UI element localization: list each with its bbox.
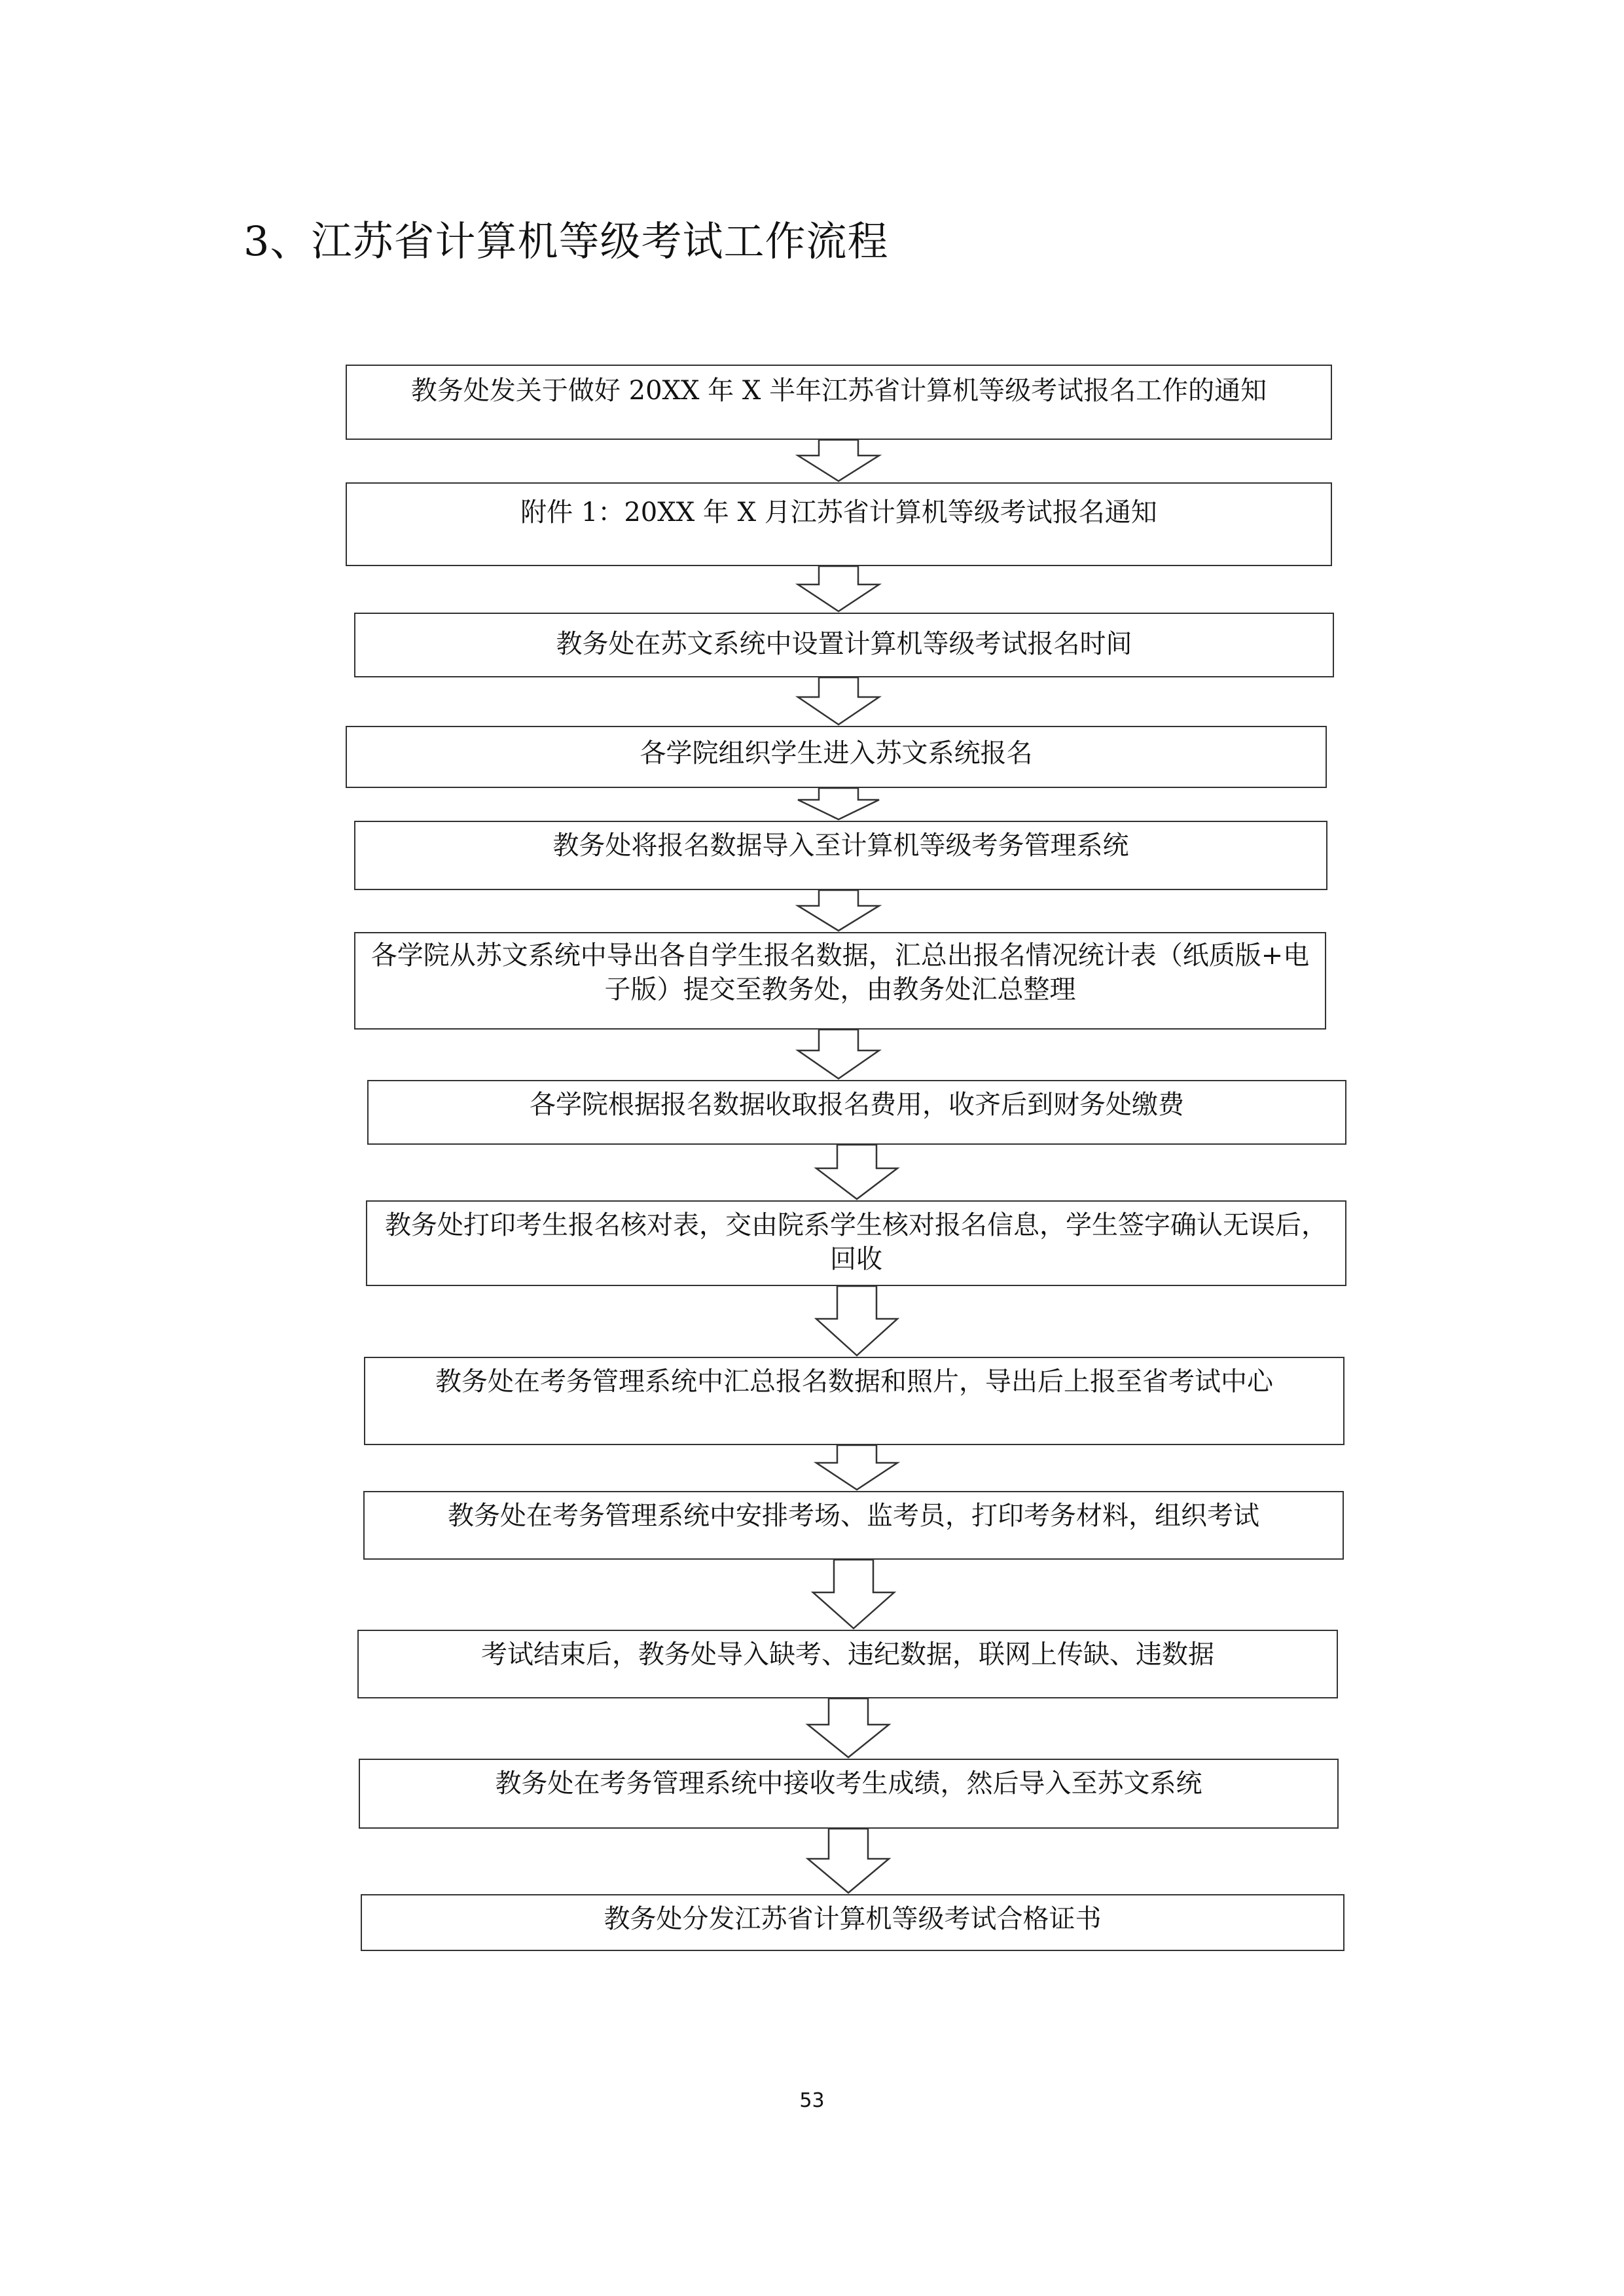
flow-arrow-11 — [806, 1698, 890, 1759]
flow-step-10 — [363, 1491, 1344, 1560]
flow-step-3 — [354, 613, 1334, 677]
flow-step-4 — [346, 726, 1327, 788]
flow-arrow-9 — [815, 1445, 899, 1491]
flow-step-2-text: 附件 1：20XX 年 X 月江苏省计算机等级考试报名通知 — [520, 497, 1157, 528]
flow-arrow-2 — [797, 566, 880, 613]
flow-step-9-text: 教务处在考务管理系统中汇总报名数据和照片，导出后上报至省考试中心 — [435, 1367, 1273, 1397]
page-title: 3、江苏省计算机等级考试工作流程 — [244, 217, 889, 265]
flow-step-13 — [361, 1894, 1344, 1951]
flow-step-3-text: 教务处在苏文系统中设置计算机等级考试报名时间 — [556, 629, 1132, 659]
flow-step-12-text: 教务处在考务管理系统中接收考生成绩，然后导入至苏文系统 — [495, 1768, 1202, 1799]
flow-step-11 — [357, 1630, 1338, 1698]
flow-step-7-text: 各学院根据报名数据收取报名费用，收齐后到财务处缴费 — [530, 1090, 1184, 1120]
flow-step-1-text: 教务处发关于做好 20XX 年 X 半年江苏省计算机等级考试报名工作的通知 — [410, 376, 1267, 406]
flow-arrow-10 — [812, 1560, 895, 1630]
flow-step-5-text: 教务处将报名数据导入至计算机等级考务管理系统 — [552, 831, 1129, 861]
flow-step-6 — [354, 932, 1326, 1030]
page-number: 53 — [799, 2089, 825, 2112]
flow-step-6-text: 各学院从苏文系统中导出各自学生报名数据，汇总出报名情况统计表（纸质版+电子版）提交至教务处，由教务处汇总整理 — [370, 941, 1310, 1005]
flow-arrow-7 — [815, 1145, 899, 1200]
flow-step-11-text: 考试结束后，教务处导入缺考、违纪数据，联网上传缺、违数据 — [481, 1640, 1214, 1670]
flow-arrow-3 — [797, 677, 880, 726]
flow-step-7 — [367, 1080, 1346, 1145]
flow-step-1 — [346, 365, 1332, 440]
flow-arrow-8 — [815, 1286, 899, 1357]
flow-arrow-5 — [797, 890, 880, 932]
flow-arrow-4 — [797, 788, 880, 821]
flow-arrow-6 — [797, 1030, 880, 1080]
flow-step-2 — [346, 482, 1332, 566]
flow-step-10-text: 教务处在考务管理系统中安排考场、监考员，打印考务材料，组织考试 — [448, 1501, 1259, 1531]
flow-step-12 — [359, 1759, 1339, 1829]
flow-step-13-text: 教务处分发江苏省计算机等级考试合格证书 — [604, 1904, 1102, 1934]
flow-step-5 — [354, 821, 1327, 890]
flow-step-9 — [364, 1357, 1344, 1445]
flow-step-8 — [366, 1200, 1346, 1286]
flow-arrow-1 — [797, 440, 880, 482]
flow-step-8-text: 教务处打印考生报名核对表，交由院系学生核对报名信息，学生签字确认无误后，回收 — [385, 1210, 1327, 1274]
flow-arrow-12 — [806, 1829, 890, 1894]
flow-step-4-text: 各学院组织学生进入苏文系统报名 — [640, 738, 1033, 768]
